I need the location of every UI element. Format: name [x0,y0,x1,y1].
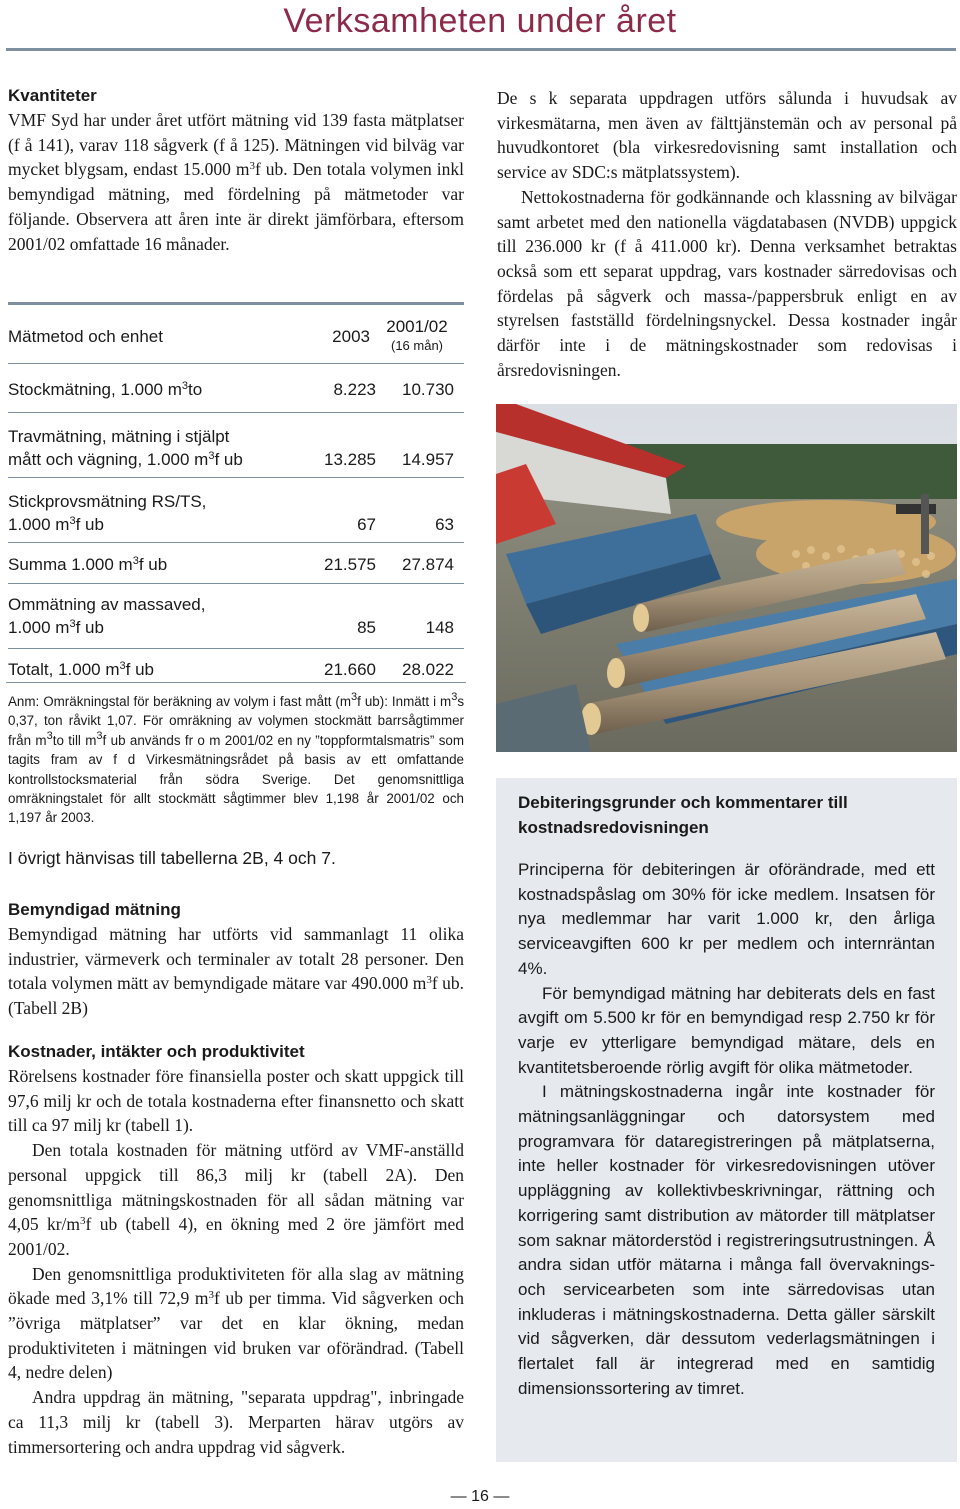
note-divider [6,682,466,683]
col-header-method: Mätmetod och enhet [8,327,163,346]
kvantiteter-text: VMF Syd har under året utfört mätning vid 139 fasta mätplatser (f å 141), varav 118 sågverk (f å 125). Mätningen vid bilväg var mycket blygsam, endast 15.000 $m^3f$ ub. Den totala volymen inkl bemyndigad mätning, med fördelning på mätmetoder var följande. Observera att åren inte är direkt jämförbara, eftersom 2001/02 omfattade 16 månader. [8,110,464,254]
col-header-2003: 2003 [332,327,370,346]
bemyndigad-heading: Bemyndigad mätning [8,900,181,919]
right-p1: De s k separata uppdragen utförs sålunda i huvudsak av virkesmätarna, men även av fälttjänstemän och av personal på huvudkontoret (bla virkesredovisning samt installation och service av SDC:s mätplatssystem). [497,88,957,183]
debitering-box [496,778,957,1462]
kvantiteter-heading: Kvantiteter [8,86,97,105]
sawmill-photo [496,404,957,752]
kostnader-p2: Den totala kostnaden för mätning utförd av VMF-anställd personal uppgick till 86,3 milj kr (tabell 2A). Den genomsnittliga mätningskostnaden för all sådan mätning var 4,05 $kr/m^3f$ ub (tabell 4), en ökning med 2 öre jämfört med 2001/02. [8,1140,464,1259]
kostnader-p1: Rörelsens kostnader före finansiella poster och skatt uppgick till 97,6 milj kr och de totala kostnaderna efter finansnetto och skatt till ca 97 milj kr (tabell 1). [8,1066,464,1136]
note-text: Anm: Omräkningstal för beräkning av volym i fast mått ($m^3f$ ub): Inmätt i $m^3s$ 0,37, ton råvikt 1,07. För omräkning av volymen stockmätt barrsågtimmer från $m^3to$ till $m^3f$ ub används fr o m 2001/02 en ny ”toppformtalsmatris” som tagits fram av f d Virkesmätningsrådet på basis av ett omfattande kontrollstocksmaterial från södra Sverige. Det genomsnittliga omräkningstalet för allt stockmätt sågtimmer blev 1,198 år 2001/02 och 1,197 år 2003. [8,691,465,826]
measurement-table [8,302,464,689]
note-reference: I övrigt hänvisas till tabellerna 2B, 4 och 7. [8,847,336,868]
table-header [8,305,464,363]
kostnader-p3: Den genomsnittliga produktiviteten för alla slag av mätning ökade med 3,1% till 72,9 $m^3f$ ub per timma. Vid sågverken och ”övriga mätplatser” var det en klar ökning, medan produktiviteten i mätningen vid bruken var oförändrad. (Tabell 4, nedre delen) [8,1263,464,1383]
debitering-p1: Principerna för debiteringen är oförändrade, med ett kostnadspåslag om 30% för icke medlem. Insatsen för nya medlemmar har varit 1.000 kr, den årliga serviceavgiften 600 kr per medlem och internräntan 4%. [518,860,935,978]
col-header-2001: 2001/02 (16 mån) [386,317,448,353]
title-divider [6,48,956,51]
kvantiteter-section [8,84,464,256]
table-row: Stockmätning, 1.000 $m^3to$ 8.223 10.730 [8,380,454,399]
bemyndigad-text: Bemyndigad mätning har utförts vid sammanlagt 11 olika industrier, värmeverk och terminaler av totalt 28 personer. Den totala volymen mätt av bemyndigade mätare var 490.000 $m^3f$ ub. (Tabell 2B) [8,924,464,1019]
debitering-p3: I mätningskostnaderna ingår inte kostnader för mätningsanläggningar och datorsystem med programvara för dataregistreringen på mätplatserna, inte heller kostnader för virkesredovisningen utöver uppläggning av kollektivbeskrivningar, rättning och korrigering samt distribution av mätorder till mätplatser som saknar mätorderstöd i registreringsutrustningen. Å andra sidan utför mätarna i många fall övervaknings- och servicearbeten som inte särredovisas utan inkluderas i mätningskostnaderna. Detta gäller särskilt vid sågverken, där dessutom vederlagsmätningen i flertalet fall är integrerad med en samtidig dimensionssortering av timret. [518,1082,935,1398]
page-title: Verksamheten under året [283,2,677,40]
right-p2: Nettokostnaderna för godkännande och klassning av bilvägar samt arbetet med den nationella vägdatabasen (NVDB) uppgick till 236.000 kr (f å 411.000 kr). Denna verksamhet betraktas också som ett separat uppdrag, vars kostnader särredovisas och fördelas på sågverk och massa-/pappersbruk enligt en av styrelsen fastställd fördelningsnyckel. Dessa kostnader ingår därför inte i de mätningskostnader som redovisas i årsredovisningen. [497,186,957,380]
table-row: Ommätning av massaved, 1.000 $m^3f$ ub 85 148 [8,595,454,637]
kostnader-heading: Kostnader, intäkter och produktivitet [8,1042,305,1061]
debitering-p2: För bemyndigad mätning har debiterats dels en fast avgift om 5.500 kr för en bemyndigad resp 2.750 kr för varje ev ytterligare bemyndigad mätare, dels en kvantitetsberoende rörlig avgift för olika mätmetoder. [518,983,935,1077]
debitering-heading: Debiteringsgrunder och kommentarer till kostnadsredovisningen [518,793,848,837]
table-row-total: Totalt, 1.000 $m^3f$ ub 21.660 28.022 [8,660,454,679]
page-number: — 16 — [450,1488,510,1505]
kostnader-section [8,1040,464,1459]
table-row: Stickprovsmätning RS/TS, 1.000 $m^3f$ ub 67 63 [8,492,454,534]
bemyndigad-section [8,898,464,1021]
table-note [8,692,464,870]
table-row: Travmätning, mätning i stjälpt mått och vägning, 1.000 $m^3f$ ub 13.285 14.957 [8,427,454,469]
kostnader-p4: Andra uppdrag än mätning, "separata uppdrag", inbringade ca 11,3 milj kr (tabell 3). Merparten härav utgörs av timmersortering och andra uppdrag vid sågverk. [8,1387,464,1457]
separata-uppdrag-section [497,86,957,382]
table-row-sum: Summa 1.000 $m^3f$ ub 21.575 27.874 [8,555,454,574]
